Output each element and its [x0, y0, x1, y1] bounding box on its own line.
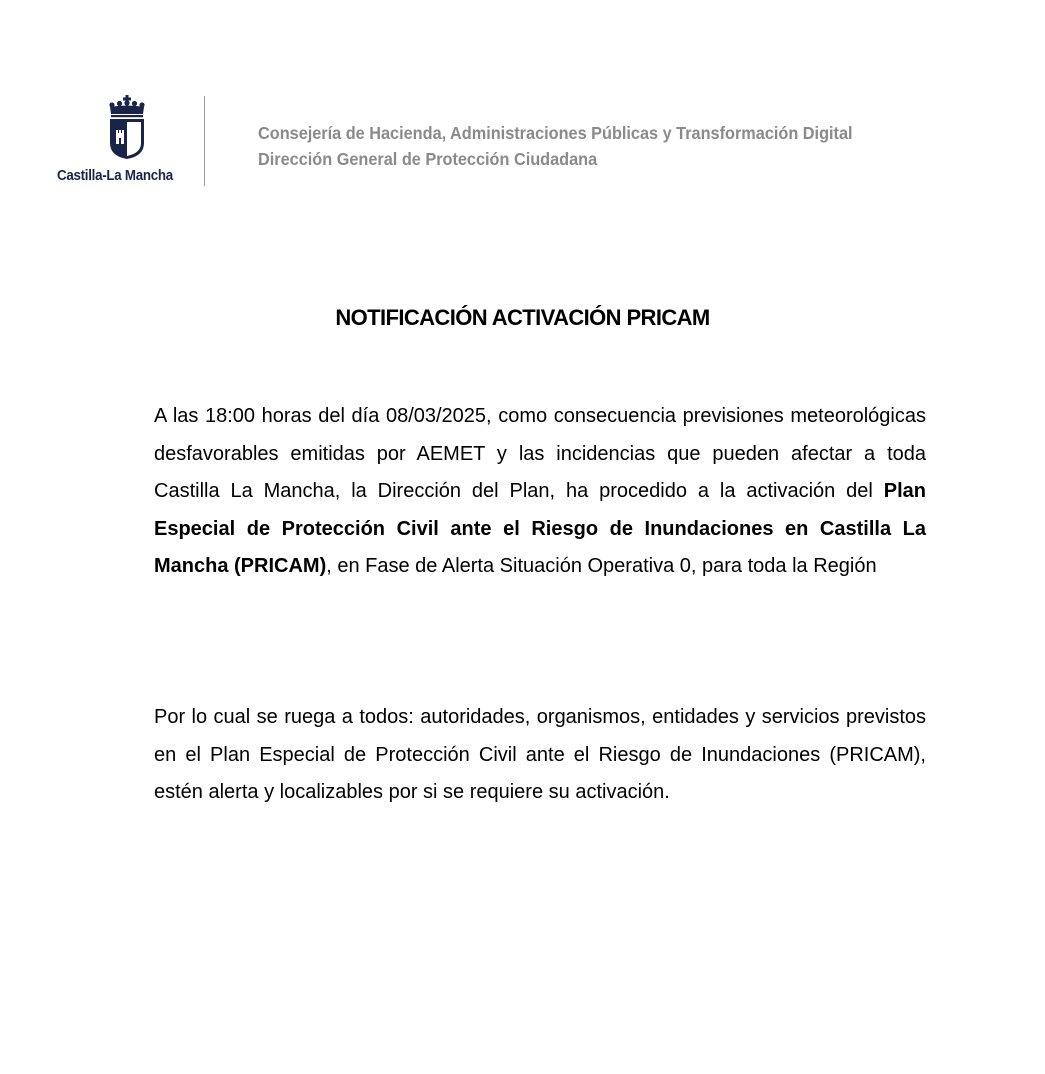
paragraph-activation-text-before: A las 18:00 horas del día 08/03/2025, como consecuencia previsiones meteorológicas desfavorables emitidas por AEMET y las incidencias que pueden afectar a toda Castilla La Mancha, la Dirección del Plan, ha procedido a la activación del: [154, 405, 926, 503]
logo-wordmark: Castilla-La Mancha: [57, 168, 173, 184]
header-line-directorate: Dirección General de Protección Ciudadana: [258, 149, 598, 169]
paragraph-activation: [154, 398, 926, 586]
header-divider: [204, 96, 205, 186]
header-line-ministry: Consejería de Hacienda, Administraciones Públicas y Transformación Digital: [258, 123, 853, 143]
paragraph-request: Por lo cual se ruega a todos: autoridades, organismos, entidades y servicios previstos en el Plan Especial de Protección Civil ante el Riesgo de Inundaciones (PRICAM), estén alerta y localizables por si se requiere su activación.: [154, 706, 926, 804]
document-title: NOTIFICACIÓN ACTIVACIÓN PRICAM: [335, 305, 710, 330]
crown-shield-emblem-icon: [107, 95, 147, 161]
castilla-la-mancha-logo: [57, 95, 197, 184]
paragraph-activation-text-after: , en Fase de Alerta Situación Operativa 0, para toda la Región: [326, 555, 877, 578]
header-department: [258, 120, 897, 172]
paragraph-activation-plan-name: Plan Especial de Protección Civil ante el Riesgo de Inundaciones en Castilla La Mancha (PRICAM): [154, 480, 926, 578]
